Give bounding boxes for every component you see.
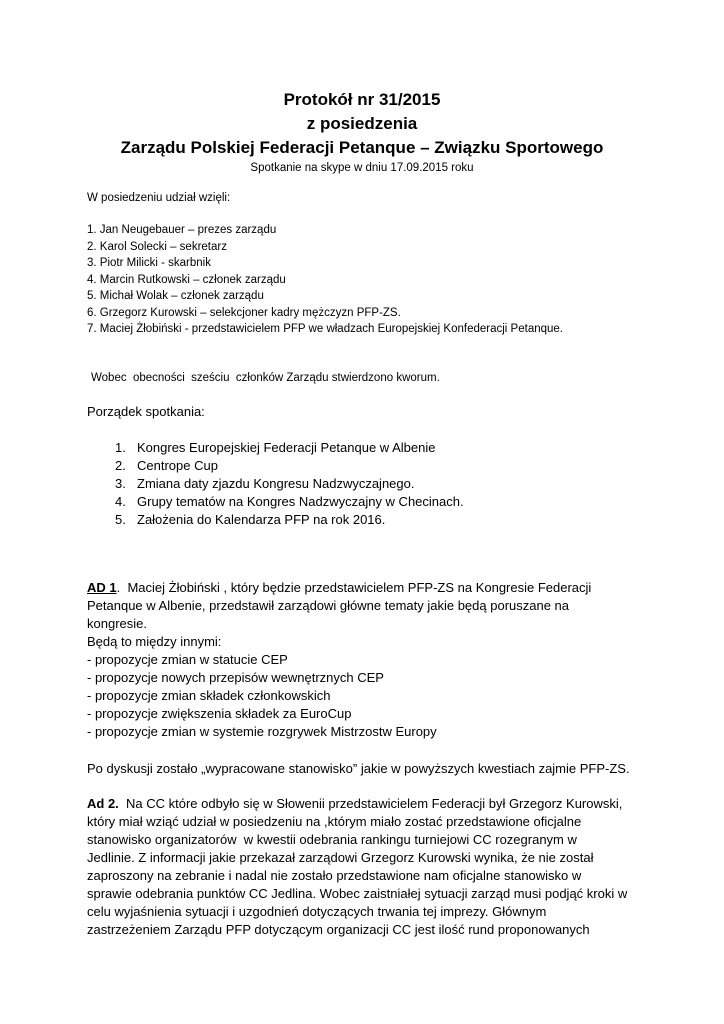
ad1-line: Petanque w Albenie, przedstawił zarządowi główne tematy jakie będą poruszane na	[87, 598, 570, 613]
member-4: 4. Marcin Rutkowski – członek zarządu	[87, 273, 286, 286]
ad2-line: stanowisko organizatorów w kwestii odebrania rankingu turniejowi CC rozegranym w	[87, 832, 577, 847]
agenda-item-number: 4.	[115, 494, 126, 509]
ad1-topic: - propozycje zmian składek członkowskich	[87, 688, 331, 703]
ad2-line: celu wyjaśnienia sytuacji i uzgodnień dotyczących trwania tej imprezy. Głównym	[87, 904, 547, 919]
meeting-info: Spotkanie na skype w dniu 17.09.2015 roku	[250, 162, 474, 174]
ad1-line: kongresie.	[87, 616, 147, 631]
ad2-label: Ad 2.	[87, 796, 119, 811]
agenda-heading: Porządek spotkania:	[87, 404, 205, 419]
ad1-topic: - propozycje zmian w statucie CEP	[87, 652, 288, 667]
ad2-first-line-text: Na CC które odbyło się w Słowenii przedstawicielem Federacji był Grzegorz Kurowski,	[118, 796, 623, 811]
ad2-line: Jedlinie. Z informacji jakie przekazał zarządowi Grzegorz Kurowski wynika, że nie został	[87, 850, 594, 865]
protocol-title: Protokół nr 31/2015	[283, 90, 441, 109]
member-1: 1. Jan Neugebauer – prezes zarządu	[87, 224, 277, 236]
agenda-item-text: Kongres Europejskiej Federacji Petanque w Albenie	[137, 440, 436, 455]
agenda-item-text: Zmiana daty zjazdu Kongresu Nadzwyczajnego.	[137, 476, 415, 491]
ad1-conclusion: Po dyskusji zostało „wypracowane stanowisko” jakie w powyższych kwestiach zajmie PFP-ZS.	[87, 761, 630, 776]
agenda-item-number: 3.	[115, 476, 126, 491]
member-2: 2. Karol Solecki – sekretarz	[87, 240, 227, 253]
ad1-first-line-text: . Maciej Żłobiński , który będzie przedstawicielem PFP-ZS na Kongresie Federacji	[116, 580, 592, 595]
agenda-item	[115, 475, 414, 493]
ad1-line: Będą to między innymi:	[87, 634, 222, 649]
ad1-topic: - propozycje zmian w systemie rozgrywek Mistrzostw Europy	[87, 724, 437, 739]
organization-title: Zarządu Polskiej Federacji Petanque – Związku Sportowego	[120, 138, 604, 157]
ad2-first-line	[87, 795, 622, 813]
protocol-subtitle: z posiedzenia	[306, 114, 418, 133]
ad2-line: zastrzeżeniem Zarządu PFP dotyczącym organizacji CC jest ilość rund proponowanych	[87, 922, 590, 937]
member-6: 6. Grzegorz Kurowski – selekcjoner kadry mężczyzn PFP-ZS.	[87, 306, 401, 319]
agenda-item-text: Założenia do Kalendarza PFP na rok 2016.	[137, 512, 386, 527]
agenda-item	[115, 439, 435, 457]
agenda-item-number: 2.	[115, 458, 126, 473]
member-3: 3. Piotr Milicki - skarbnik	[87, 257, 211, 269]
ad2-line: sprawie odebrania punktów CC Jedlina. Wobec zaistniałej sytuacji zarząd musi podjąć kroki w	[87, 886, 628, 901]
agenda-item	[115, 457, 218, 475]
member-5: 5. Michał Wolak – członek zarządu	[87, 290, 264, 302]
agenda-item	[115, 493, 464, 511]
attendance-intro: W posiedzeniu udział wzięli:	[87, 192, 231, 204]
agenda-item-text: Centrope Cup	[137, 458, 218, 473]
agenda-item-number: 1.	[115, 440, 126, 455]
member-7: 7. Maciej Żłobiński - przedstawicielem PFP we władzach Europejskiej Konfederacji Petanque.	[87, 323, 563, 335]
quorum-statement: Wobec obecności sześciu członków Zarządu stwierdzono kworum.	[91, 372, 440, 384]
ad1-first-line	[87, 579, 591, 597]
ad1-topic: - propozycje zwiększenia składek za EuroCup	[87, 706, 352, 721]
ad1-topic: - propozycje nowych przepisów wewnętrznych CEP	[87, 670, 384, 685]
ad1-label: AD 1	[87, 580, 117, 595]
ad2-line: zaproszony na zebranie i nadal nie zostało przedstawione nam oficjalne stanowisko w	[87, 868, 582, 883]
agenda-item-text: Grupy tematów na Kongres Nadzwyczajny w Checinach.	[137, 494, 464, 509]
agenda-item-number: 5.	[115, 512, 126, 527]
agenda-item	[115, 511, 385, 529]
ad2-line: który miał wziąć udział w posiedzeniu na ,którym miało zostać przedstawione oficjalne	[87, 814, 582, 829]
